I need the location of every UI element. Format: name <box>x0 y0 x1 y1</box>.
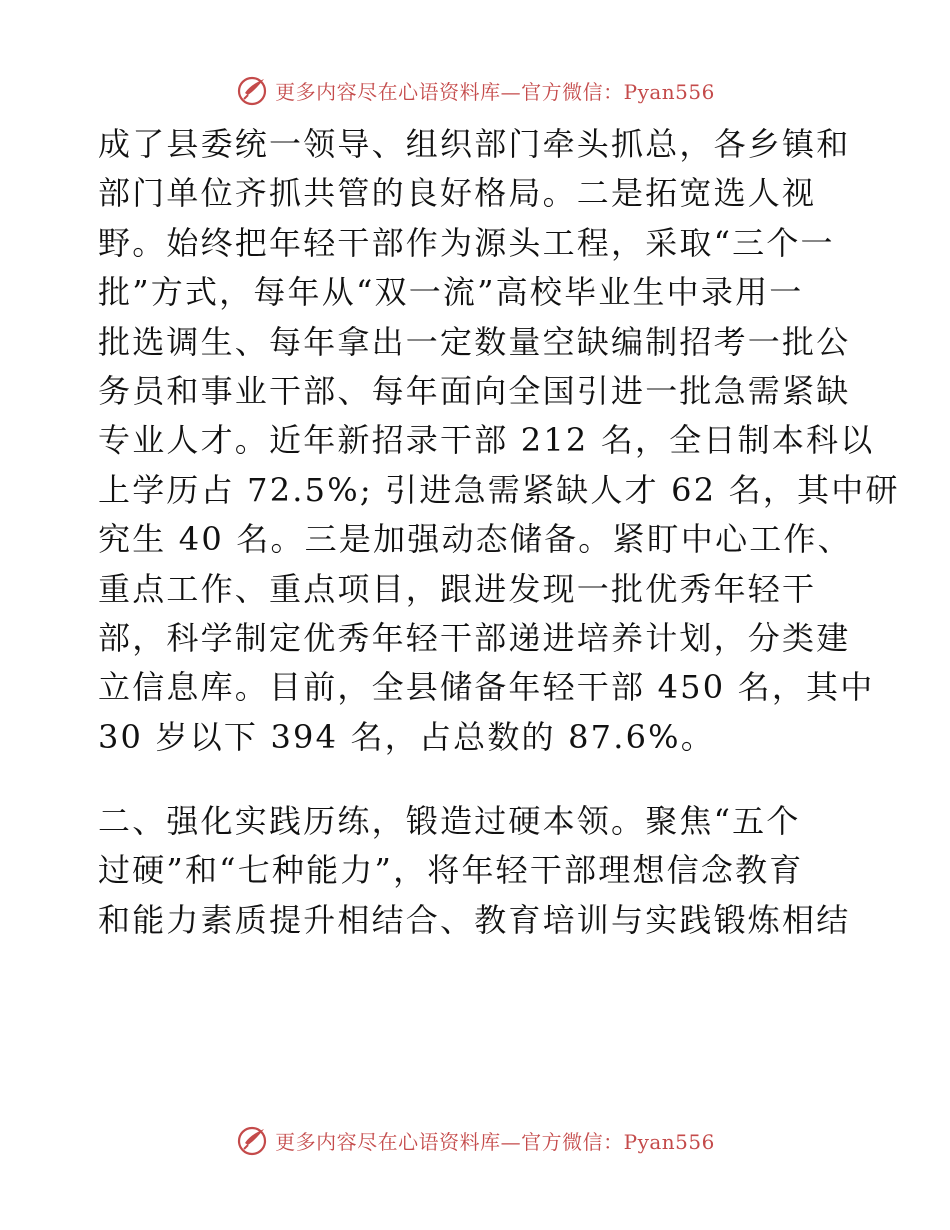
text-line: 立信息库。目前，全县储备年轻干部 450 名，其中 <box>98 668 875 707</box>
text-line: 30 岁以下 394 名，占总数的 87.6%。 <box>98 717 715 756</box>
body-text <box>98 120 900 945</box>
paragraph-2 <box>98 797 858 945</box>
text-line: 野。始终把年轻干部作为源头工程，采取“三个一 <box>98 223 835 262</box>
text-line: 部门单位齐抓共管的良好格局。二是拓宽选人视 <box>98 174 817 213</box>
header-watermark <box>0 70 950 110</box>
text-line: 过硬”和“七种能力”，将年轻干部理想信念教育 <box>98 851 804 890</box>
text-line: 和能力素质提升相结合、教育培训与实践锻炼相结 <box>98 900 851 939</box>
text-line: 二、强化实践历练，锻造过硬本领。聚焦“五个 <box>98 802 801 841</box>
text-line: 重点工作、重点项目，跟进发现一批优秀年轻干 <box>98 569 817 608</box>
paragraph-spacer <box>98 762 858 797</box>
text-line: 成了县委统一领导、组织部门牵头抓总，各乡镇和 <box>98 125 851 163</box>
watermark-text: 更多内容尽在心语资料库—官方微信：Pyan556 <box>275 79 715 104</box>
text-line: 专业人才。近年新招录干部 212 名，全日制本科以 <box>98 421 875 460</box>
text-line: 上学历占 72.5%; 引进急需紧缺人才 62 名，其中研 <box>98 470 900 509</box>
text-line: 究生 40 名。三是加强动态储备。紧盯中心工作、 <box>98 520 852 559</box>
watermark-text: 更多内容尽在心语资料库—官方微信：Pyan556 <box>275 1129 715 1154</box>
text-line: 务员和事业干部、每年面向全国引进一批急需紧缺 <box>98 371 851 410</box>
quill-logo-icon <box>235 73 269 107</box>
text-line: 批”方式，每年从“双一流”高校毕业生中录用一 <box>98 273 804 312</box>
text-line: 批选调生、每年拿出一定数量空缺编制招考一批公 <box>98 322 851 361</box>
paragraph-1 <box>98 120 900 762</box>
footer-watermark <box>0 1120 950 1160</box>
text-line: 部，科学制定优秀年轻干部递进培养计划，分类建 <box>98 618 851 657</box>
quill-logo-icon <box>235 1123 269 1157</box>
